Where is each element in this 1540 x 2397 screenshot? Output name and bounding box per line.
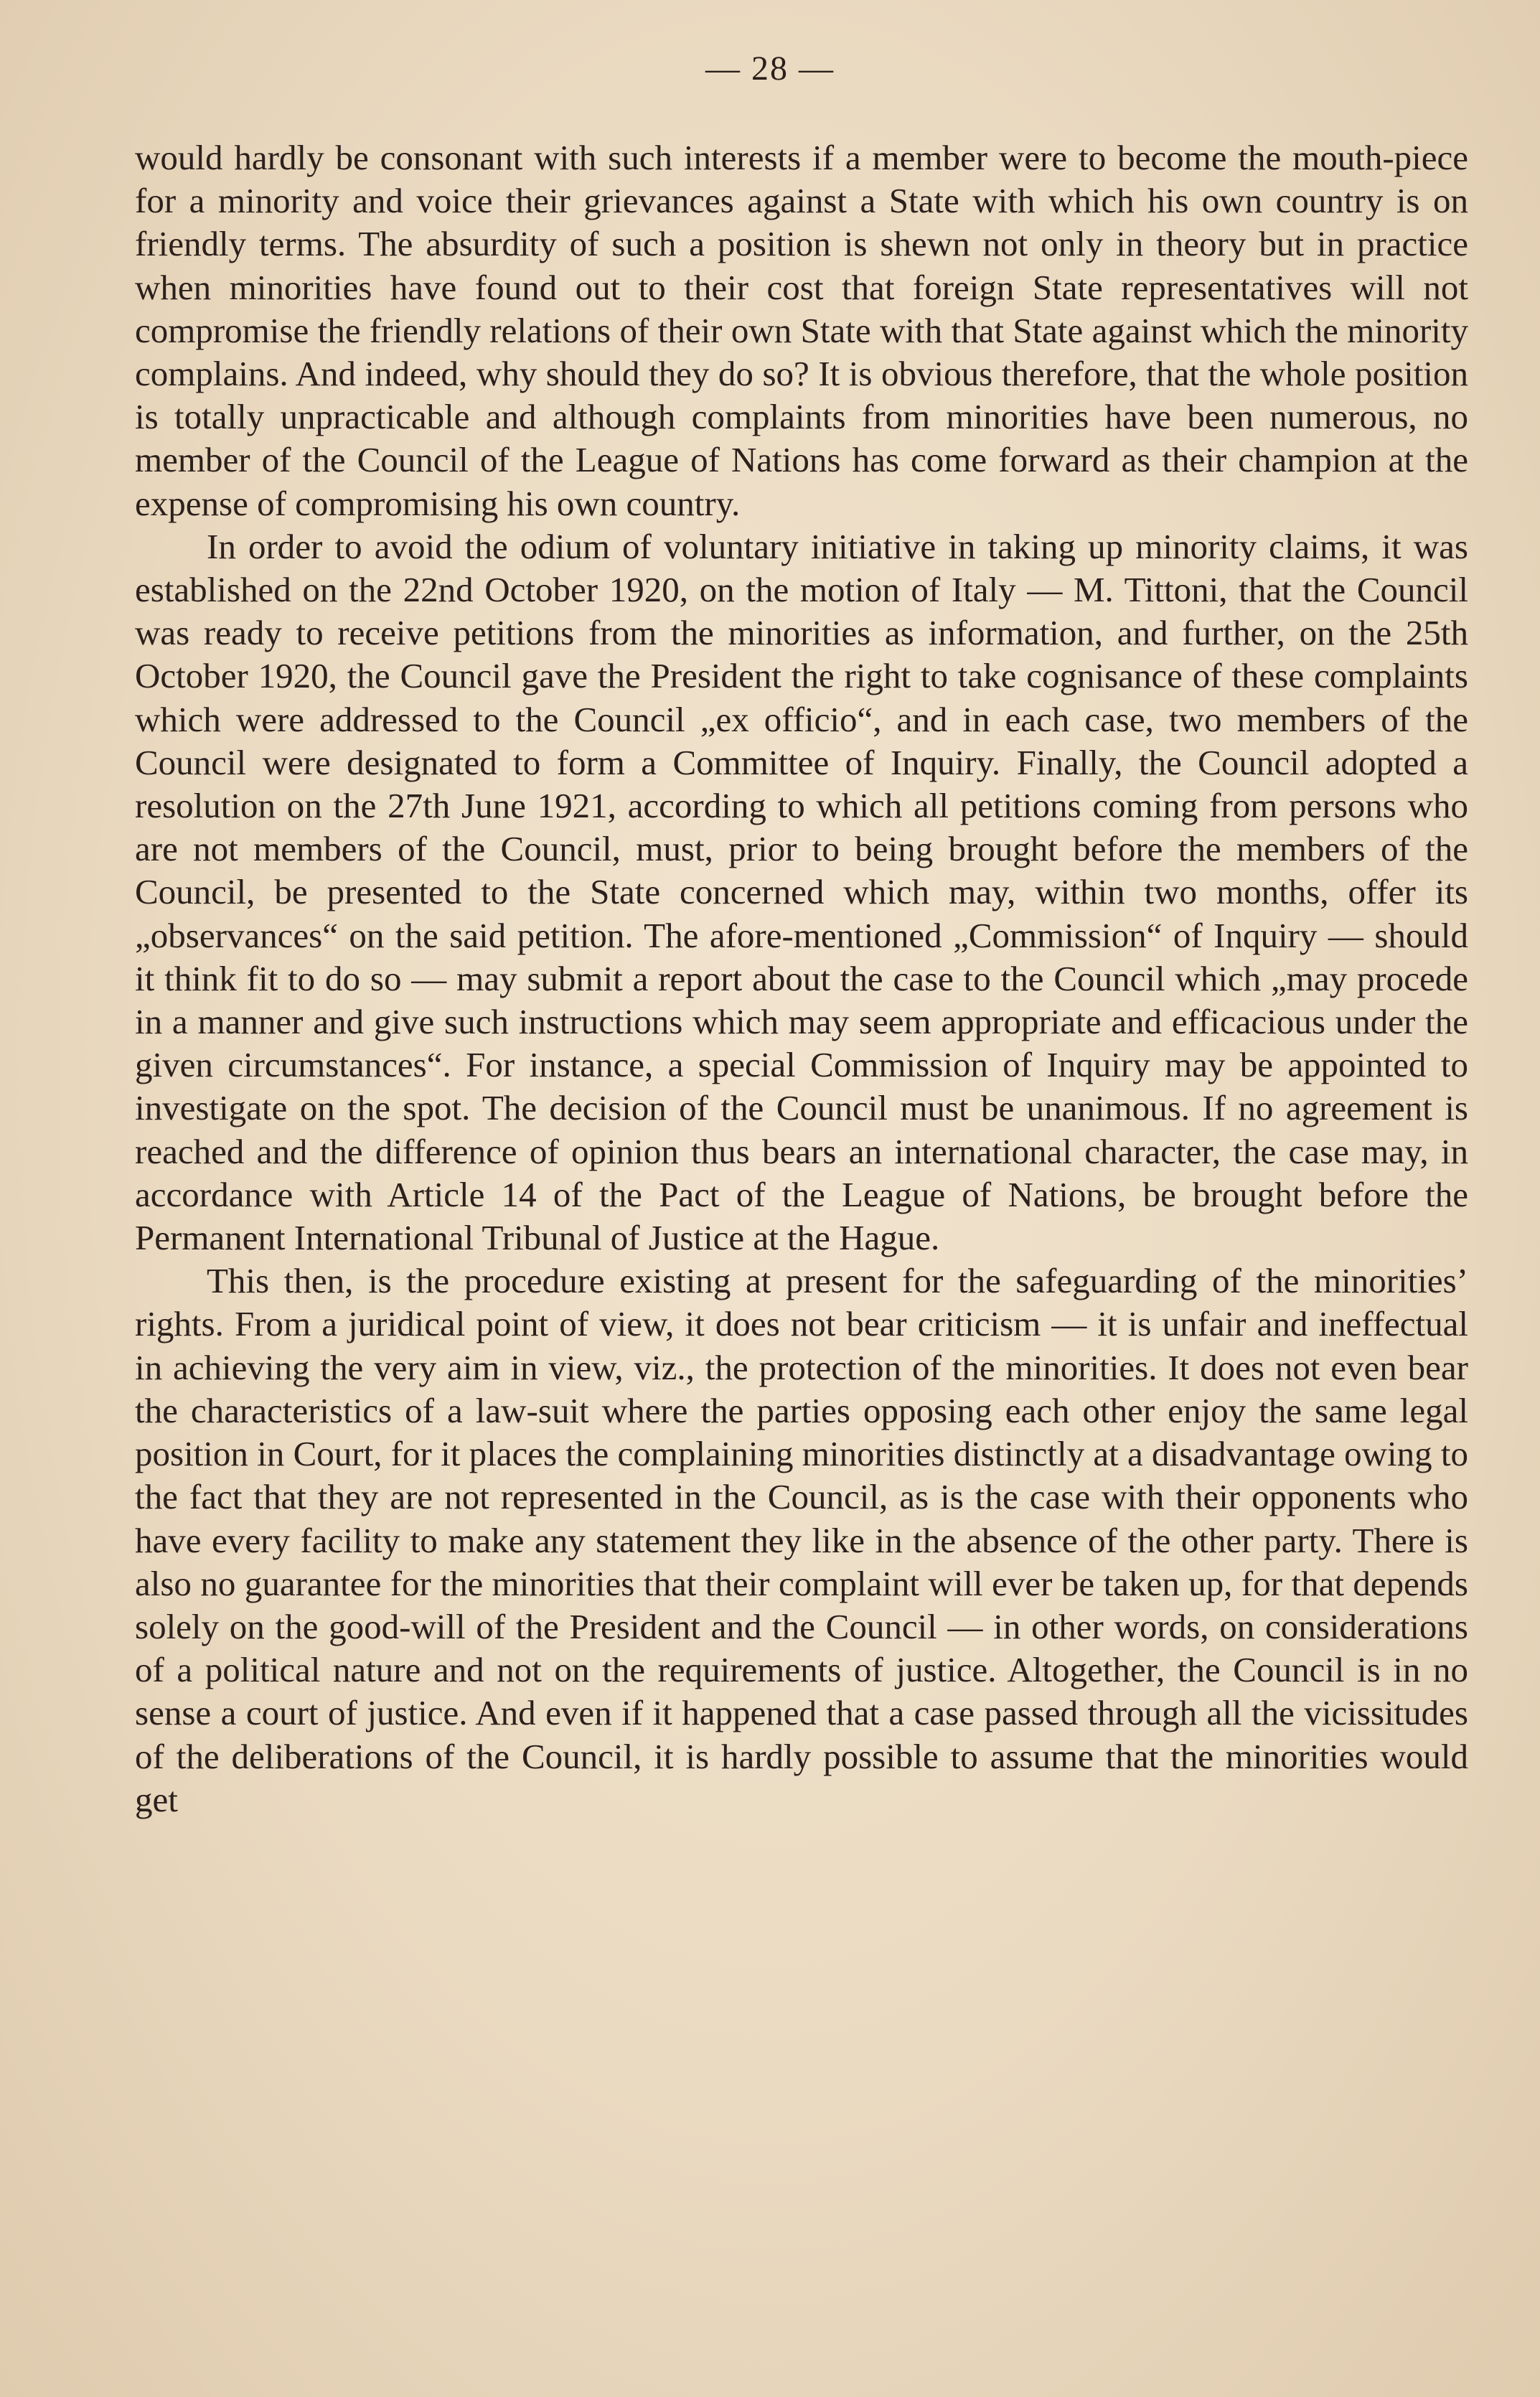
paragraph: This then, is the procedure existing at present for the safeguarding of the minorities’ rights. From a juridical point of view, it does not bear criticism — it is unfair and ineffectual in achieving the very aim in view, viz., the protection of the minorities. It does not even bear the characteristics of a law-suit where the parties opposing each other enjoy the same legal position in Court, for it places the complaining minorities distinctly at a disadvantage owing to the fact that they are not represented in the Council, as is the case with their opponents who have every facility to make any statement they like in the absence of the other party. There is also no guarantee for the minorities that their complaint will ever be taken up, for that depends solely on the good-will of the President and the Council — in other words, on considerations of a political nature and not on the requirements of justice. Altogether, the Council is in no sense a court of justice. And even if it happened that a case passed through all the vicissitudes of the deliberations of the Council, it is hardly possible to assume that the minorities would get [135,1261,1468,1819]
paragraph: would hardly be consonant with such interests if a member were to become the mouth-piece for a minority and voice their grievances against a State with which his own country is on friendly terms. The absurdity of such a position is shewn not only in theory but in practice when minorities have found out to their cost that foreign State representatives will not compromise the friendly relations of their own State with that State against which the minority complains. And indeed, why should they do so? It is obvious therefore, that the whole position is totally unpracticable and although complaints from minorities have been numerous, no member of the Council of the League of Nations has come forward as their champion at the expense of compromising his own country. [135,138,1468,523]
page-number: — 28 — [705,50,835,88]
body-text [135,136,1468,1821]
paragraph: In order to avoid the odium of voluntary initiative in taking up minority claims, it was established on the 22nd October 1920, on the motion of Italy — M. Tittoni, that the Council was ready to receive petitions from the minorities as information, and further, on the 25th October 1920, the Council gave the President the right to take cognisance of these complaints which were addressed to the Council „ex officio“, and in each case, two members of the Council were designated to form a Committee of Inquiry. Finally, the Council adopted a resolution on the 27th June 1921, according to which all petitions coming from persons who are not members of the Council, must, prior to being brought before the members of the Council, be presented to the State concerned which may, within two months, offer its „observances“ on the said petition. The afore-mentioned „Commission“ of Inquiry — should it think fit to do so — may submit a report about the case to the Council which „may procede in a manner and give such instructions which may seem appropriate and efficacious under the given circumstances“. For instance, a special Commission of Inquiry may be appointed to investigate on the spot. The decision of the Council must be unanimous. If no agreement is reached and the difference of opinion thus bears an international character, the case may, in accordance with Article 14 of the Pact of the League of Nations, be brought before the Permanent International Tribunal of Justice at the Hague. [135,526,1468,1258]
